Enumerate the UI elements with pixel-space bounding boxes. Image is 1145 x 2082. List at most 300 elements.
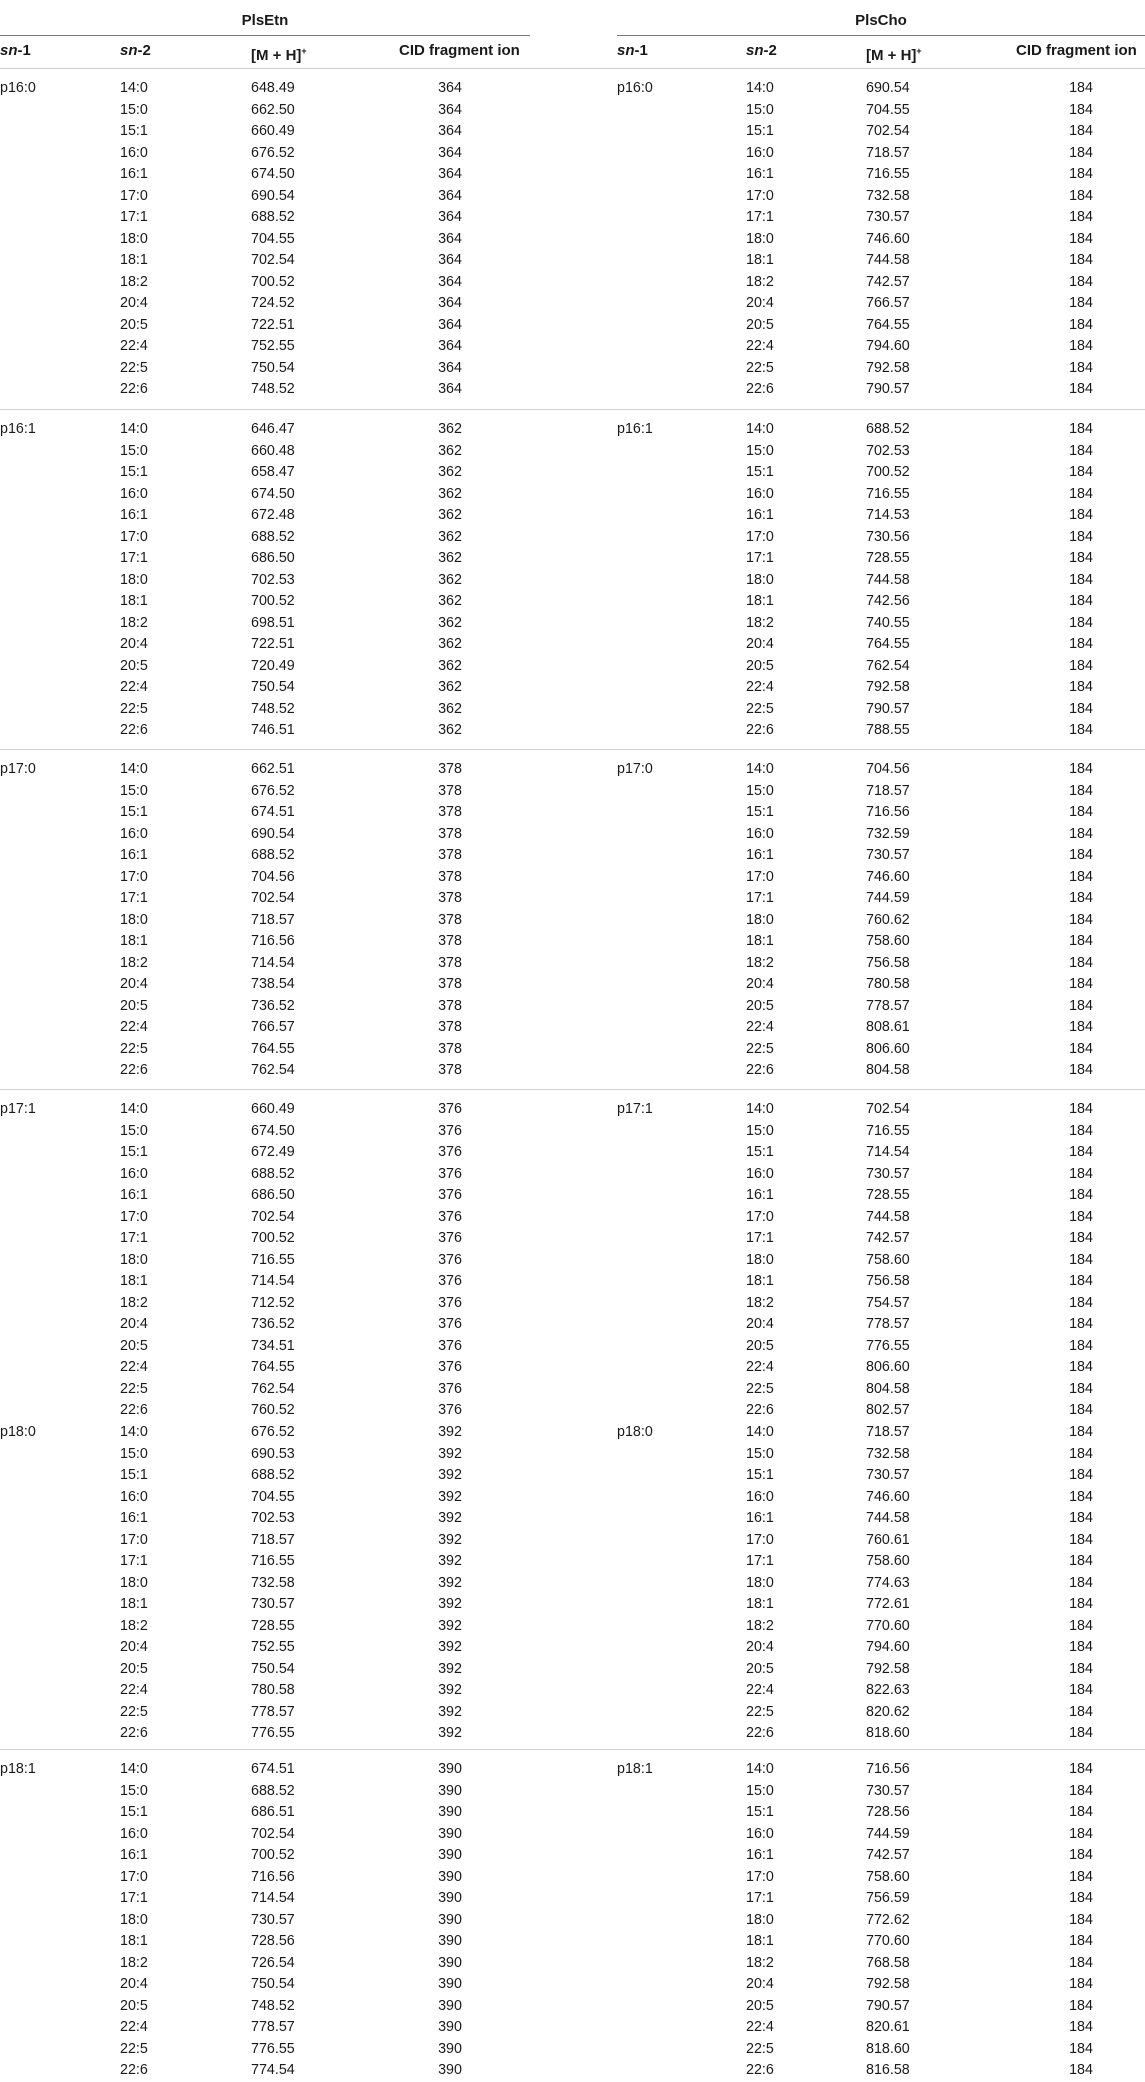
etn-ion-cell: 390	[438, 1825, 462, 1842]
etn-sn2-cell: 16:0	[120, 1165, 148, 1182]
etn-ion-cell: 364	[438, 295, 462, 311]
etn-mz-cell: 686.50	[251, 550, 295, 566]
etn-ion-cell: 392	[438, 1725, 462, 1741]
etn-sn2-cell: 15:1	[120, 804, 148, 820]
etn-sn2-cell: 20:4	[120, 1976, 148, 1992]
cho-ion-cell: 184	[1069, 359, 1093, 376]
etn-sn1-cell: p16:0	[0, 80, 36, 96]
cho-mz-cell: 742.56	[866, 593, 910, 609]
etn-sn2-cell: 22:6	[120, 1402, 148, 1418]
etn-mz-cell: 780.58	[251, 1682, 295, 1698]
cho-sn2-cell: 18:0	[746, 230, 774, 247]
table-row	[0, 293, 1145, 315]
cho-mz-cell: 702.53	[866, 442, 910, 459]
etn-ion-cell: 364	[438, 209, 462, 225]
table-row	[0, 78, 1145, 100]
etn-ion-cell: 392	[438, 1445, 462, 1462]
etn-mz-cell: 718.57	[251, 1531, 295, 1548]
etn-ion-cell: 378	[438, 825, 462, 842]
table-row	[0, 358, 1145, 380]
etn-sn1-cell: p18:1	[0, 1761, 36, 1777]
cho-ion-cell: 184	[1069, 338, 1093, 354]
cho-ion-cell: 184	[1069, 316, 1093, 333]
cho-ion-cell: 184	[1069, 101, 1093, 118]
etn-ion-cell: 390	[438, 1933, 462, 1949]
etn-mz-cell: 660.49	[251, 123, 295, 139]
table-row	[0, 100, 1145, 122]
etn-sn2-cell: 15:0	[120, 101, 148, 118]
cho-mz-cell: 772.61	[866, 1596, 910, 1612]
table-row	[0, 1802, 1145, 1824]
cho-sn2-cell: 15:0	[746, 442, 774, 459]
cho-sn2-cell: 17:1	[746, 1553, 774, 1569]
table-row	[0, 548, 1145, 570]
table-row	[0, 1017, 1145, 1039]
cho-ion-cell: 184	[1069, 1294, 1093, 1311]
cho-mz-cell: 728.55	[866, 550, 910, 566]
etn-mz-cell: 716.56	[251, 1868, 295, 1885]
etn-sn2-cell: 18:1	[120, 1596, 148, 1612]
cho-mz-cell: 704.56	[866, 761, 910, 777]
cho-ion-cell: 184	[1069, 485, 1093, 502]
etn-ion-cell: 362	[438, 464, 462, 480]
cho-mz-cell: 714.54	[866, 1144, 910, 1160]
cho-mz-cell: 792.58	[866, 679, 910, 695]
etn-sn2-cell: 16:0	[120, 1488, 148, 1505]
cho-sn2-cell: 22:6	[746, 2062, 774, 2078]
etn-mz-cell: 766.57	[251, 1019, 295, 1035]
etn-mz-cell: 674.50	[251, 485, 295, 502]
etn-ion-cell: 376	[438, 1230, 462, 1246]
etn-ion-cell: 378	[438, 782, 462, 799]
table-row	[0, 1039, 1145, 1061]
cho-sn1-cell: p17:0	[617, 761, 653, 777]
etn-sn1-cell: p17:0	[0, 761, 36, 777]
cho-mz-cell: 744.58	[866, 252, 910, 268]
cho-sn2-cell: 18:1	[746, 593, 774, 609]
col-header-etn-sn1: sn-1	[0, 42, 31, 59]
etn-mz-cell: 702.54	[251, 1208, 295, 1225]
etn-ion-cell: 390	[438, 1890, 462, 1906]
cho-ion-cell: 184	[1069, 252, 1093, 268]
cho-sn2-cell: 22:6	[746, 1402, 774, 1418]
cho-ion-cell: 184	[1069, 1510, 1093, 1526]
table-row	[0, 1931, 1145, 1953]
etn-sn1-cell: p16:1	[0, 421, 36, 437]
cho-mz-cell: 702.54	[866, 1101, 910, 1117]
cho-sn1-cell: p18:0	[617, 1424, 653, 1440]
etn-ion-cell: 392	[438, 1467, 462, 1483]
col-header-etn-sn2: sn-2	[120, 42, 151, 59]
etn-sn2-cell: 18:2	[120, 273, 148, 290]
cho-mz-cell: 742.57	[866, 1847, 910, 1863]
table-row	[0, 1465, 1145, 1487]
etn-mz-cell: 726.54	[251, 1954, 295, 1971]
etn-sn2-cell: 17:1	[120, 1230, 148, 1246]
table-row	[0, 1867, 1145, 1889]
cho-ion-cell: 184	[1069, 1782, 1093, 1799]
cho-mz-cell: 742.57	[866, 273, 910, 290]
table-row	[0, 1594, 1145, 1616]
etn-ion-cell: 364	[438, 166, 462, 182]
etn-ion-cell: 364	[438, 80, 462, 96]
table-row	[0, 996, 1145, 1018]
table-row	[0, 143, 1145, 165]
cho-mz-cell: 802.57	[866, 1402, 910, 1418]
etn-mz-cell: 776.55	[251, 1725, 295, 1741]
etn-sn2-cell: 20:4	[120, 976, 148, 992]
table-row	[0, 1680, 1145, 1702]
etn-ion-cell: 390	[438, 1997, 462, 2014]
cho-sn2-cell: 16:1	[746, 507, 774, 523]
cho-sn2-cell: 22:4	[746, 1019, 774, 1035]
cho-sn2-cell: 16:1	[746, 1847, 774, 1863]
etn-sn2-cell: 22:5	[120, 1380, 148, 1397]
cho-sn2-cell: 16:1	[746, 1187, 774, 1203]
etn-mz-cell: 700.52	[251, 273, 295, 290]
etn-ion-cell: 392	[438, 1574, 462, 1591]
cho-ion-cell: 184	[1069, 636, 1093, 652]
etn-ion-cell: 376	[438, 1144, 462, 1160]
cho-sn2-cell: 20:5	[746, 316, 774, 333]
cho-sn2-cell: 18:0	[746, 1251, 774, 1268]
cho-ion-cell: 184	[1069, 1337, 1093, 1354]
etn-sn2-cell: 22:6	[120, 1725, 148, 1741]
group-underline-plsetn	[0, 35, 530, 36]
table-row	[0, 613, 1145, 635]
section-divider	[0, 749, 1145, 750]
section-divider	[0, 409, 1145, 410]
etn-mz-cell: 700.52	[251, 593, 295, 609]
etn-ion-cell: 378	[438, 761, 462, 777]
etn-mz-cell: 722.51	[251, 316, 295, 333]
etn-ion-cell: 378	[438, 890, 462, 906]
table-row	[0, 824, 1145, 846]
cho-ion-cell: 184	[1069, 614, 1093, 631]
etn-mz-cell: 704.55	[251, 1488, 295, 1505]
table-row	[0, 1099, 1145, 1121]
etn-mz-cell: 688.52	[251, 528, 295, 545]
cho-sn2-cell: 20:4	[746, 636, 774, 652]
cho-ion-cell: 184	[1069, 1380, 1093, 1397]
etn-ion-cell: 376	[438, 1208, 462, 1225]
cho-sn2-cell: 18:0	[746, 911, 774, 928]
etn-ion-cell: 390	[438, 1954, 462, 1971]
etn-ion-cell: 376	[438, 1380, 462, 1397]
cho-ion-cell: 184	[1069, 1531, 1093, 1548]
etn-mz-cell: 722.51	[251, 636, 295, 652]
table-row	[0, 677, 1145, 699]
etn-sn2-cell: 18:1	[120, 1273, 148, 1289]
etn-sn2-cell: 17:0	[120, 1208, 148, 1225]
cho-sn1-cell: p17:1	[617, 1101, 653, 1117]
cho-ion-cell: 184	[1069, 825, 1093, 842]
cho-mz-cell: 778.57	[866, 997, 910, 1014]
etn-ion-cell: 392	[438, 1682, 462, 1698]
cho-mz-cell: 818.60	[866, 2040, 910, 2057]
cho-mz-cell: 758.60	[866, 1868, 910, 1885]
etn-mz-cell: 748.52	[251, 700, 295, 717]
cho-sn2-cell: 16:0	[746, 485, 774, 502]
cho-sn2-cell: 20:5	[746, 1337, 774, 1354]
etn-ion-cell: 364	[438, 381, 462, 397]
etn-ion-cell: 364	[438, 123, 462, 139]
cho-sn2-cell: 22:5	[746, 700, 774, 717]
etn-sn2-cell: 20:4	[120, 1639, 148, 1655]
etn-mz-cell: 762.54	[251, 1380, 295, 1397]
etn-ion-cell: 376	[438, 1273, 462, 1289]
etn-sn2-cell: 16:1	[120, 1510, 148, 1526]
cho-ion-cell: 184	[1069, 1101, 1093, 1117]
table-row	[0, 1759, 1145, 1781]
cho-mz-cell: 732.58	[866, 187, 910, 204]
cho-mz-cell: 718.57	[866, 1424, 910, 1440]
etn-sn2-cell: 15:0	[120, 442, 148, 459]
etn-ion-cell: 378	[438, 804, 462, 820]
table-row	[0, 2017, 1145, 2039]
etn-sn2-cell: 15:1	[120, 123, 148, 139]
cho-sn2-cell: 18:2	[746, 1617, 774, 1634]
cho-ion-cell: 184	[1069, 1273, 1093, 1289]
etn-mz-cell: 734.51	[251, 1337, 295, 1354]
cho-sn2-cell: 15:1	[746, 804, 774, 820]
table-row	[0, 1508, 1145, 1530]
cho-ion-cell: 184	[1069, 761, 1093, 777]
etn-ion-cell: 378	[438, 847, 462, 863]
cho-mz-cell: 766.57	[866, 295, 910, 311]
cho-mz-cell: 716.56	[866, 804, 910, 820]
table-row	[0, 186, 1145, 208]
cho-mz-cell: 820.61	[866, 2019, 910, 2035]
etn-sn2-cell: 20:4	[120, 1316, 148, 1332]
etn-sn2-cell: 22:6	[120, 2062, 148, 2078]
etn-mz-cell: 714.54	[251, 1890, 295, 1906]
cho-mz-cell: 728.55	[866, 1187, 910, 1203]
etn-sn2-cell: 16:0	[120, 1825, 148, 1842]
etn-mz-cell: 728.55	[251, 1617, 295, 1634]
cho-ion-cell: 184	[1069, 1682, 1093, 1698]
table-row	[0, 379, 1145, 401]
etn-mz-cell: 688.52	[251, 209, 295, 225]
etn-mz-cell: 702.53	[251, 1510, 295, 1526]
etn-mz-cell: 762.54	[251, 1062, 295, 1078]
etn-mz-cell: 718.57	[251, 911, 295, 928]
cho-mz-cell: 792.58	[866, 1660, 910, 1677]
group-title-plsetn: PlsEtn	[241, 12, 289, 29]
table-row	[0, 164, 1145, 186]
etn-sn2-cell: 20:5	[120, 1997, 148, 2014]
table-row	[0, 207, 1145, 229]
etn-ion-cell: 362	[438, 571, 462, 588]
cho-sn2-cell: 20:4	[746, 1316, 774, 1332]
etn-ion-cell: 362	[438, 485, 462, 502]
etn-sn2-cell: 14:0	[120, 1101, 148, 1117]
cho-sn2-cell: 17:0	[746, 1208, 774, 1225]
etn-mz-cell: 752.55	[251, 338, 295, 354]
etn-sn2-cell: 18:2	[120, 1954, 148, 1971]
etn-ion-cell: 364	[438, 101, 462, 118]
etn-mz-cell: 662.50	[251, 101, 295, 118]
cho-sn2-cell: 17:1	[746, 890, 774, 906]
cho-ion-cell: 184	[1069, 679, 1093, 695]
etn-sn2-cell: 14:0	[120, 80, 148, 96]
cho-mz-cell: 822.63	[866, 1682, 910, 1698]
cho-ion-cell: 184	[1069, 997, 1093, 1014]
cho-sn2-cell: 22:4	[746, 1682, 774, 1698]
etn-ion-cell: 362	[438, 528, 462, 545]
etn-mz-cell: 690.54	[251, 187, 295, 204]
cho-ion-cell: 184	[1069, 1062, 1093, 1078]
etn-sn1-cell: p18:0	[0, 1424, 36, 1440]
cho-ion-cell: 184	[1069, 1488, 1093, 1505]
table-row	[0, 953, 1145, 975]
cho-mz-cell: 688.52	[866, 421, 910, 437]
etn-mz-cell: 760.52	[251, 1402, 295, 1418]
etn-sn2-cell: 20:5	[120, 1660, 148, 1677]
etn-mz-cell: 702.54	[251, 252, 295, 268]
etn-sn2-cell: 17:1	[120, 209, 148, 225]
etn-sn2-cell: 15:0	[120, 1122, 148, 1139]
etn-sn2-cell: 20:5	[120, 657, 148, 674]
cho-mz-cell: 772.62	[866, 1911, 910, 1928]
cho-ion-cell: 184	[1069, 1574, 1093, 1591]
table-row	[0, 1659, 1145, 1681]
etn-ion-cell: 378	[438, 933, 462, 949]
cho-sn2-cell: 15:0	[746, 782, 774, 799]
etn-mz-cell: 674.50	[251, 1122, 295, 1139]
cho-mz-cell: 754.57	[866, 1294, 910, 1311]
cho-sn2-cell: 18:2	[746, 273, 774, 290]
table-row	[0, 1293, 1145, 1315]
cho-mz-cell: 716.56	[866, 1761, 910, 1777]
etn-ion-cell: 364	[438, 273, 462, 290]
etn-sn2-cell: 15:0	[120, 1445, 148, 1462]
table-row	[0, 720, 1145, 742]
etn-sn2-cell: 16:1	[120, 847, 148, 863]
etn-mz-cell: 700.52	[251, 1230, 295, 1246]
etn-sn2-cell: 15:0	[120, 782, 148, 799]
etn-mz-cell: 648.49	[251, 80, 295, 96]
cho-sn2-cell: 18:1	[746, 252, 774, 268]
cho-mz-cell: 758.60	[866, 1553, 910, 1569]
cho-ion-cell: 184	[1069, 123, 1093, 139]
table-row	[0, 1845, 1145, 1867]
etn-mz-cell: 676.52	[251, 144, 295, 161]
cho-ion-cell: 184	[1069, 464, 1093, 480]
etn-ion-cell: 392	[438, 1488, 462, 1505]
cho-ion-cell: 184	[1069, 2040, 1093, 2057]
cho-sn2-cell: 18:2	[746, 614, 774, 631]
etn-ion-cell: 378	[438, 954, 462, 971]
cho-ion-cell: 184	[1069, 1424, 1093, 1440]
table-section-p18-0	[0, 1422, 1145, 1745]
cho-ion-cell: 184	[1069, 1703, 1093, 1720]
etn-ion-cell: 392	[438, 1424, 462, 1440]
cho-ion-cell: 184	[1069, 593, 1093, 609]
etn-mz-cell: 736.52	[251, 997, 295, 1014]
cho-sn2-cell: 17:1	[746, 1890, 774, 1906]
etn-mz-cell: 690.54	[251, 825, 295, 842]
cho-sn2-cell: 22:5	[746, 1040, 774, 1057]
cho-sn2-cell: 22:5	[746, 1380, 774, 1397]
cho-mz-cell: 818.60	[866, 1725, 910, 1741]
cho-ion-cell: 184	[1069, 1976, 1093, 1992]
etn-sn2-cell: 17:0	[120, 1868, 148, 1885]
table-row	[0, 1910, 1145, 1932]
etn-ion-cell: 376	[438, 1251, 462, 1268]
section-divider	[0, 1749, 1145, 1750]
etn-sn2-cell: 16:1	[120, 166, 148, 182]
cho-ion-cell: 184	[1069, 1553, 1093, 1569]
table-row	[0, 419, 1145, 441]
cho-sn2-cell: 22:4	[746, 679, 774, 695]
table-row	[0, 1185, 1145, 1207]
cho-ion-cell: 184	[1069, 1251, 1093, 1268]
table-row	[0, 527, 1145, 549]
col-header-cho-sn2: sn-2	[746, 42, 777, 59]
etn-sn2-cell: 18:1	[120, 1933, 148, 1949]
cho-ion-cell: 184	[1069, 700, 1093, 717]
etn-ion-cell: 376	[438, 1359, 462, 1375]
table-row	[0, 1400, 1145, 1422]
table-row	[0, 634, 1145, 656]
etn-sn2-cell: 18:2	[120, 954, 148, 971]
etn-sn2-cell: 14:0	[120, 1761, 148, 1777]
cho-ion-cell: 184	[1069, 295, 1093, 311]
group-underline-plscho	[617, 35, 1145, 36]
etn-ion-cell: 376	[438, 1402, 462, 1418]
table-row	[0, 1422, 1145, 1444]
cho-mz-cell: 744.59	[866, 890, 910, 906]
etn-sn2-cell: 15:1	[120, 1467, 148, 1483]
etn-sn2-cell: 18:2	[120, 1617, 148, 1634]
etn-ion-cell: 390	[438, 1911, 462, 1928]
etn-ion-cell: 364	[438, 144, 462, 161]
etn-sn2-cell: 22:5	[120, 1040, 148, 1057]
cho-mz-cell: 762.54	[866, 657, 910, 674]
etn-sn2-cell: 16:1	[120, 1187, 148, 1203]
etn-mz-cell: 690.53	[251, 1445, 295, 1462]
etn-sn2-cell: 18:2	[120, 614, 148, 631]
cho-ion-cell: 184	[1069, 1890, 1093, 1906]
cho-ion-cell: 184	[1069, 187, 1093, 204]
etn-ion-cell: 378	[438, 868, 462, 885]
cho-mz-cell: 792.58	[866, 1976, 910, 1992]
etn-sn2-cell: 16:1	[120, 507, 148, 523]
cho-sn2-cell: 18:1	[746, 1933, 774, 1949]
cho-sn2-cell: 18:1	[746, 933, 774, 949]
cho-mz-cell: 730.57	[866, 1782, 910, 1799]
etn-mz-cell: 778.57	[251, 2019, 295, 2035]
cho-sn2-cell: 14:0	[746, 421, 774, 437]
etn-sn2-cell: 18:1	[120, 252, 148, 268]
cho-sn2-cell: 17:0	[746, 868, 774, 885]
cho-mz-cell: 700.52	[866, 464, 910, 480]
etn-sn2-cell: 18:1	[120, 593, 148, 609]
cho-sn2-cell: 20:5	[746, 657, 774, 674]
cho-ion-cell: 184	[1069, 847, 1093, 863]
cho-ion-cell: 184	[1069, 1933, 1093, 1949]
etn-ion-cell: 364	[438, 252, 462, 268]
etn-ion-cell: 392	[438, 1510, 462, 1526]
cho-sn2-cell: 18:2	[746, 1954, 774, 1971]
cho-ion-cell: 184	[1069, 804, 1093, 820]
cho-mz-cell: 776.55	[866, 1337, 910, 1354]
cho-ion-cell: 184	[1069, 230, 1093, 247]
table-section-p17-0	[0, 759, 1145, 1082]
etn-mz-cell: 716.55	[251, 1251, 295, 1268]
table-row	[0, 1444, 1145, 1466]
